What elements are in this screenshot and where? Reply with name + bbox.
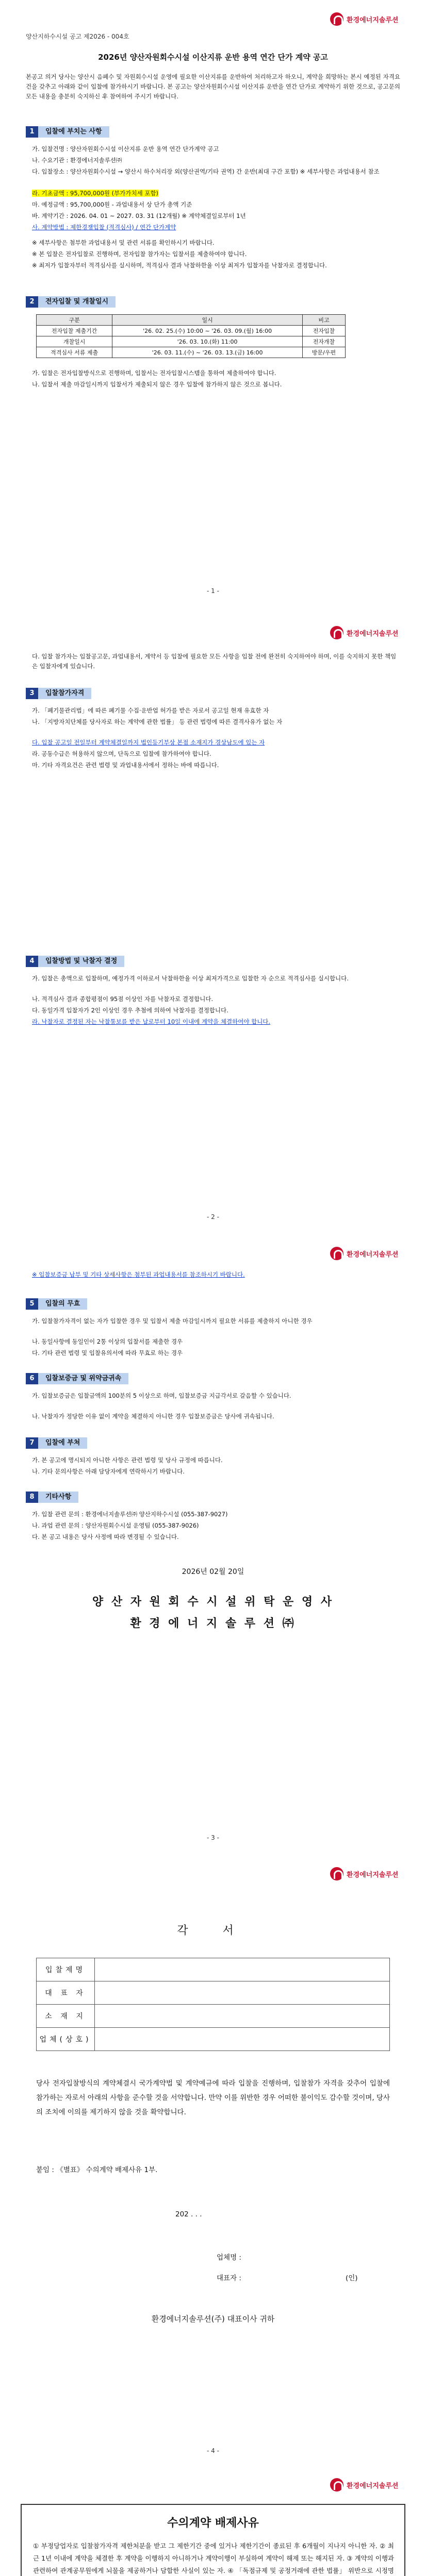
section-2-header: 2 전자입찰 및 개찰일시 — [26, 296, 116, 308]
sec8-item: 나. 과업 관련 문의 : 양산자원회수시설 운영팀 (055-387-9026) — [32, 1522, 199, 1529]
sec1-item — [32, 189, 400, 198]
sec1-note: ※ 최저가 입찰자부터 적격심사를 실시하며, 적격심사 결과 낙찰하한율 이상 최저가 입찰자를 낙찰자로 결정합니다. — [32, 262, 327, 269]
sec7-item: 나. 기타 문의사항은 아래 담당자에게 연락하시기 바랍니다. — [32, 1468, 185, 1475]
org-logo: 환경에너지솔루션 — [330, 626, 398, 639]
org-logo-icon — [330, 1247, 343, 1260]
pledge-field[interactable] — [95, 2005, 390, 2028]
highlight-base-price: 라. 기초금액 : 95,700,000원 (부가가치세 포함) — [32, 190, 159, 197]
table-row: 적격심사 서류 제출 '26. 03. 11.(수) ~ '26. 03. 13.(금) 16:00 방문/우편 — [37, 347, 346, 358]
sec1-item: 나. 수요기관 : 환경에너지솔루션㈜ — [32, 157, 122, 164]
org-logo: 환경에너지솔루션 — [330, 1247, 398, 1260]
pledge-year-line: 202 . . . — [175, 2210, 202, 2218]
page-5 — [0, 2473, 426, 2576]
section-5-header: 5 입찰의 무효 — [26, 1298, 87, 1310]
sec6-item: 나. 낙찰자가 정당한 이유 없이 계약을 체결하지 아니한 경우 입찰보증금은 당사에 귀속됩니다. — [32, 1413, 274, 1420]
sec4-item: 가. 입찰은 총액으로 입찰하며, 예정가격 이하로서 낙찰하한율 이상 최저가격으로 입찰한 자 순으로 적격심사를 실시합니다. — [32, 975, 349, 982]
sec4-item: 라. 낙찰자로 결정된 자는 낙찰통보를 받은 날로부터 10일 이내에 계약을 체결하여야 합니다. — [32, 1018, 271, 1025]
org-logo-icon — [330, 1867, 343, 1880]
table-row: 전자입찰 제출기간 '26. 02. 25.(수) 10:00 ~ '26. 03. 09.(월) 16:00 전자입찰 — [37, 326, 346, 336]
sec3-item: 나. 「지방자치단체를 당사자로 하는 계약에 관한 법률」 등 관련 법령에 따른 결격사유가 없는 자 — [32, 718, 283, 725]
pledge-seal: (인) — [346, 2274, 358, 2282]
table-row: 업체(상호) — [37, 2028, 390, 2051]
org-logo: 환경에너지솔루션 — [330, 2478, 398, 2492]
p2-text: 다. 입찰 참가자는 입찰공고문, 과업내용서, 계약서 등 입찰에 필요한 모든 사항을 입찰 전에 완전히 숙지하여야 하며, 이를 숙지하지 못한 책임은 입찰자에게 있습니다. — [32, 653, 397, 670]
notice-date: 2026년 02월 20일 — [182, 1568, 244, 1576]
sec1-item: 바. 계약기간 : 2026. 04. 01 ~ 2027. 03. 31 (12개월) ※ 계약체결일로부터 1년 — [32, 212, 246, 219]
sec2-note: 나. 입찰서 제출 마감일시까지 입찰서가 제출되지 않은 경우 입찰에 참가하지 않은 것으로 봅니다. — [32, 381, 282, 388]
pledge-attachment: 붙임 : 《별표》 수의계약 배제사유 1부. — [36, 2166, 158, 2174]
section-8-header: 8 기타사항 — [26, 1492, 78, 1503]
org-logo-text: 환경에너지솔루션 — [347, 16, 399, 24]
sec2-note: 가. 입찰은 전자입찰방식으로 진행하며, 입찰서는 전자입찰시스템을 통하여 제출하여야 합니다. — [32, 369, 276, 377]
exclusion-text: ① 부정당업자로 입찰참가자격 제한처분을 받고 그 제한기간 중에 있거나 제한기간이 종료된 후 6개월이 지나지 아니한 자. ② 최근 1년 이내에 계약을 체결한 후 계약을 이행하지 아니하거나 계약이행이 부실하여 계약이 해제 또는 해지된 자. ③ 계약의 이행과 관련하여 관계공무원에게 뇌물을 제공하거나 담합한 사실이 있는 자. ④ 「독점규제 및 공정거래에 관한 법률」 위반으로 시정명 — [33, 2542, 394, 2574]
page-number: - 4 - — [207, 2447, 219, 2454]
pledge-body: 당사 전자입찰방식의 계약체결시 국가계약법 및 계약예규에 따라 입찰을 진행하며, 입찰참가 자격을 갖추어 입찰에 참가하는 자로서 아래의 사항을 준수할 것을 서약합니다. 만약 이를 위반한 경우 어떠한 불이익도 감수할 것이며, 당사의 조치에 이의를 제기하지 않을 것을 확약합니다. — [36, 2079, 390, 2116]
page-4 — [0, 1860, 426, 2468]
org-logo-icon — [330, 626, 343, 639]
sec1-item — [32, 223, 400, 232]
pledge-addressee: 환경에너지솔루션(주) 대표이사 귀하 — [151, 2314, 275, 2324]
sec8-item: 가. 입찰 관련 문의 : 환경에너지솔루션㈜ 양산지하수시설 (055-387-9027) — [32, 1511, 228, 1518]
table-row: 개찰일시 '26. 03. 10.(화) 11:00 전자개찰 — [37, 336, 346, 347]
sec3-item: 마. 기타 자격요건은 관련 법령 및 과업내용서에서 정하는 바에 따릅니다. — [32, 761, 219, 769]
section-4-header: 4 입찰방법 및 낙찰자 결정 — [26, 956, 124, 967]
intro-text: 본공고 의거 당사는 양산시 음폐수 및 자원회수시설 운영에 필요한 이산지류를 운반하여 처리하고자 하오니, 계약을 희망하는 본시 예정된 자격요건을 갖추고 아래와 같이 입찰에 참가하시기 바랍니다. 본 공고는 양산자원회수시설 이산지류 운반을 연간 단가로 계약하기 위한 것으로, 공고문의 모든 내용을 충분히 숙지하신 후 참여하여 주시기 바랍니다. — [26, 73, 400, 100]
sec8-item: 다. 본 공고 내용은 당사 사정에 따라 변경될 수 있습니다. — [32, 1533, 179, 1540]
org-logo-icon — [330, 12, 343, 26]
sec5-item: 가. 입찰참가자격이 없는 자가 입찰한 경우 및 입찰서 제출 마감일시까지 필요한 서류를 제출하지 아니한 경우 — [32, 1317, 313, 1325]
sec1-item: 가. 입찰건명 : 양산자원회수시설 이산지류 운반 용역 연간 단가계약 공고 — [32, 145, 219, 152]
table-row: 소 재 지 — [37, 2005, 390, 2028]
table-header-row: 구분 일시 비고 — [37, 315, 346, 326]
sec1-item: 마. 예정금액 : 95,700,000원 - 과업내용서 상 단가 총액 기준 — [32, 201, 192, 208]
sec1-note: ※ 세부사항은 첨부한 과업내용서 및 관련 서류를 확인하시기 바랍니다. — [32, 239, 215, 246]
sec5-item: 다. 기타 관련 법령 및 입찰유의서에 따라 무효로 하는 경우 — [32, 1349, 183, 1357]
section-3-header: 3 입찰참가자격 — [26, 688, 91, 699]
page-2 — [0, 621, 426, 1234]
issuer-line-1: 양 산 자 원 회 수 시 설 위 탁 운 영 사 — [92, 1596, 334, 1608]
org-logo — [330, 12, 398, 26]
pledge-field[interactable] — [95, 1981, 390, 2005]
table-row: 입찰제명 — [37, 1958, 390, 1981]
sec4-item: 다. 동일가격 입찰자가 2인 이상인 경우 추첨에 의하여 낙찰자를 결정합니다. — [32, 1007, 228, 1014]
sec7-item: 가. 본 공고에 명시되지 아니한 사항은 관련 법령 및 당사 규정에 따릅니다. — [32, 1456, 223, 1464]
exclusion-title: 수의계약 배제사유 — [167, 2517, 259, 2530]
table-row: 대 표 자 — [37, 1981, 390, 2005]
pledge-field[interactable] — [95, 2028, 390, 2051]
sec1-note: ※ 본 입찰은 전자입찰로 진행하며, 전자입찰 참가자는 입찰서를 제출하여야 합니다. — [32, 250, 247, 258]
pledge-rep: 대표자 : — [217, 2274, 241, 2282]
notice-number: 양산지하수시설 공고 제2026 - 004호 — [26, 33, 129, 40]
page-number: - 3 - — [207, 1834, 219, 1841]
doc-title: 2026년 양산자원회수시설 이산지류 운반 용역 연간 단가 계약 공고 — [98, 53, 328, 62]
section-1-header: 1 입찰에 부치는 사항 — [26, 126, 109, 138]
pledge-title: 각 서 — [177, 1924, 249, 1937]
bid-schedule-table — [36, 314, 346, 358]
page-number: - 2 - — [207, 1213, 219, 1221]
page-1 — [0, 0, 426, 608]
org-logo-icon — [330, 2478, 343, 2492]
issuer-line-2: 환 경 에 너 지 솔 루 션 ㈜ — [130, 1617, 296, 1630]
page-3 — [0, 1242, 426, 1855]
sec3-item: 다. 입찰 공고일 전일부터 계약체결일까지 법인등기부상 본점 소재지가 경상남도에 있는 자 — [32, 739, 265, 746]
sec4-item: 나. 적격심사 결과 종합평점이 95점 이상인 자를 낙찰자로 결정합니다. — [32, 995, 214, 1003]
section-6-header: 6 입찰보증금 및 위약금귀속 — [26, 1373, 128, 1384]
pledge-info-table — [36, 1958, 390, 2051]
sec6-item: 가. 입찰보증금은 입찰금액의 100분의 5 이상으로 하며, 입찰보증금 지급각서로 갈음할 수 있습니다. — [32, 1392, 291, 1399]
sec1-item: 다. 입찰장소 : 양산자원회수시설 → 양산시 하수처리장 외(양산권역/기타 권역) 간 운반(최대 구간 포함) ※ 세부사항은 과업내용서 참조 — [32, 168, 380, 175]
p3-note: ※ 입찰보증금 납부 및 기타 상세사항은 첨부된 과업내용서를 참조하시기 바랍니다. — [32, 1271, 245, 1278]
sec3-item: 라. 공동수급은 허용하지 않으며, 단독으로 입찰에 참가하여야 합니다. — [32, 750, 211, 757]
contract-method-link: 사. 계약방법 : 제한경쟁입찰 (적격심사) / 연간 단가계약 — [32, 224, 176, 231]
pledge-signer: 업체명 : — [217, 2253, 241, 2262]
section-7-header: 7 입찰에 부쳐 — [26, 1437, 87, 1449]
sec5-item: 나. 동일사항에 동일인이 2통 이상의 입찰서를 제출한 경우 — [32, 1338, 183, 1345]
pledge-field[interactable] — [95, 1958, 390, 1981]
page-number: - 1 - — [207, 587, 219, 595]
org-logo: 환경에너지솔루션 — [330, 1867, 398, 1880]
sec3-item: 가. 「폐기물관리법」에 따른 폐기물 수집·운반업 허가를 받은 자로서 공고일 현재 유효한 자 — [32, 707, 269, 714]
